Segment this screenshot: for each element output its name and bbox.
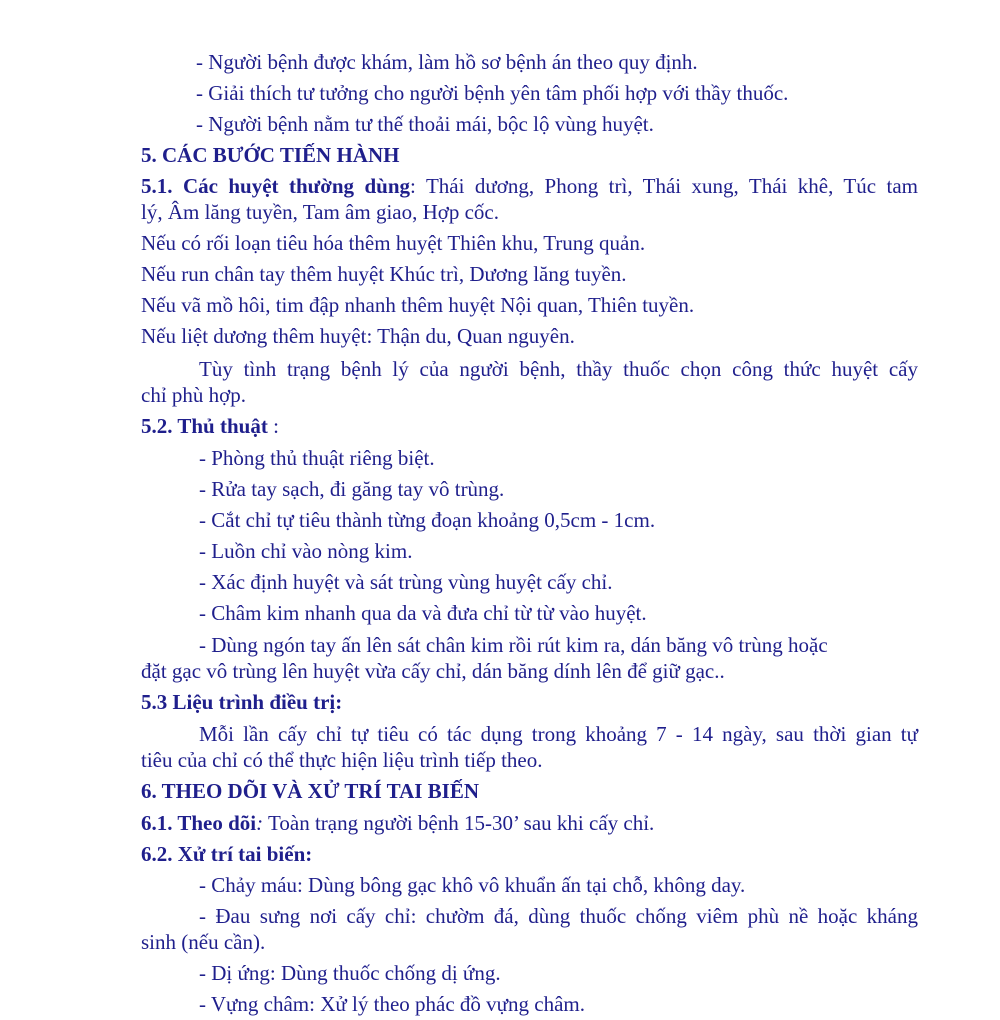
- section-5-1-line-2: lý, Âm lăng tuyền, Tam âm giao, Hợp cốc.: [141, 200, 500, 224]
- prep-item-3: - Người bệnh nằm tư thế thoải mái, bộc lộ vùng huyệt.: [196, 112, 654, 136]
- prep-item-1: - Người bệnh được khám, làm hồ sơ bệnh án theo quy định.: [196, 50, 698, 74]
- section-5-1-text: : Thái dương, Phong trì, Thái xung, Thái khê, Túc tam: [410, 174, 918, 198]
- section-5-2-colon: :: [267, 414, 279, 438]
- step-3: - Cắt chỉ tự tiêu thành từng đoạn khoảng 0,5cm - 1cm.: [199, 508, 656, 532]
- section-5-1-line-1: [141, 173, 918, 199]
- extra-point-4: Nếu liệt dương thêm huyệt: Thận du, Quan nguyên.: [141, 324, 575, 348]
- step-1: - Phòng thủ thuật riêng biệt.: [199, 446, 435, 470]
- section-5-3-heading: 5.3 Liệu trình điều trị:: [141, 690, 343, 714]
- section-5-heading: 5. CÁC BƯỚC TIẾN HÀNH: [141, 143, 400, 167]
- section-5-1-heading: 5.1. Các huyệt thường dùng: [141, 174, 411, 198]
- section-5-3-line-1: Mỗi lần cấy chỉ tự tiêu có tác dụng trong khoảng 7 - 14 ngày, sau thời gian tự: [199, 722, 918, 746]
- section-6-1-heading: 6.1. Theo dõi: [141, 811, 257, 835]
- section-5-3-line-2: tiêu của chỉ có thể thực hiện liệu trình tiếp theo.: [141, 748, 543, 772]
- section-6-2-heading: 6.2. Xử trí tai biến:: [141, 842, 313, 866]
- complication-2-line-1: - Đau sưng nơi cấy chỉ: chườm đá, dùng thuốc chống viêm phù nề hoặc kháng: [199, 904, 918, 928]
- complication-1: - Chảy máu: Dùng bông gạc khô vô khuẩn ấn tại chỗ, không day.: [199, 873, 746, 897]
- section-6-heading: 6. THEO DÕI VÀ XỬ TRÍ TAI BIẾN: [141, 779, 480, 803]
- step-5: - Xác định huyệt và sát trùng vùng huyệt cấy chỉ.: [199, 570, 613, 594]
- extra-point-1: Nếu có rối loạn tiêu hóa thêm huyệt Thiên khu, Trung quản.: [141, 231, 646, 255]
- choice-line-1: Tùy tình trạng bệnh lý của người bệnh, thầy thuốc chọn công thức huyệt cấy: [199, 357, 918, 381]
- section-5-2-heading-line: [141, 413, 279, 439]
- step-2: - Rửa tay sạch, đi găng tay vô trùng.: [199, 477, 505, 501]
- step-6: - Châm kim nhanh qua da và đưa chỉ từ từ vào huyệt.: [199, 601, 647, 625]
- section-5-2-heading: 5.2. Thủ thuật: [141, 414, 268, 438]
- step-7-line-1: - Dùng ngón tay ấn lên sát chân kim rồi rút kim ra, dán băng vô trùng hoặc: [199, 633, 828, 657]
- complication-4: - Vựng châm: Xử lý theo phác đồ vựng châm.: [199, 992, 586, 1016]
- step-7-line-2: đặt gạc vô trùng lên huyệt vừa cấy chỉ, dán băng dính lên để giữ gạc..: [141, 659, 725, 683]
- choice-line-2: chỉ phù hợp.: [141, 383, 247, 407]
- section-6-1-text: Toàn trạng người bệnh 15-30’ sau khi cấy chỉ.: [263, 811, 655, 835]
- prep-item-2: - Giải thích tư tưởng cho người bệnh yên tâm phối hợp với thầy thuốc.: [196, 81, 789, 105]
- complication-3: - Dị ứng: Dùng thuốc chống dị ứng.: [199, 961, 501, 985]
- section-6-1-line: [141, 810, 654, 836]
- complication-2-line-2: sinh (nếu cần).: [141, 930, 266, 954]
- extra-point-2: Nếu run chân tay thêm huyệt Khúc trì, Dương lăng tuyền.: [141, 262, 627, 286]
- extra-point-3: Nếu vã mồ hôi, tim đập nhanh thêm huyệt Nội quan, Thiên tuyền.: [141, 293, 695, 317]
- section-6-1-colon: :: [256, 811, 264, 835]
- step-4: - Luồn chỉ vào nòng kim.: [199, 539, 413, 563]
